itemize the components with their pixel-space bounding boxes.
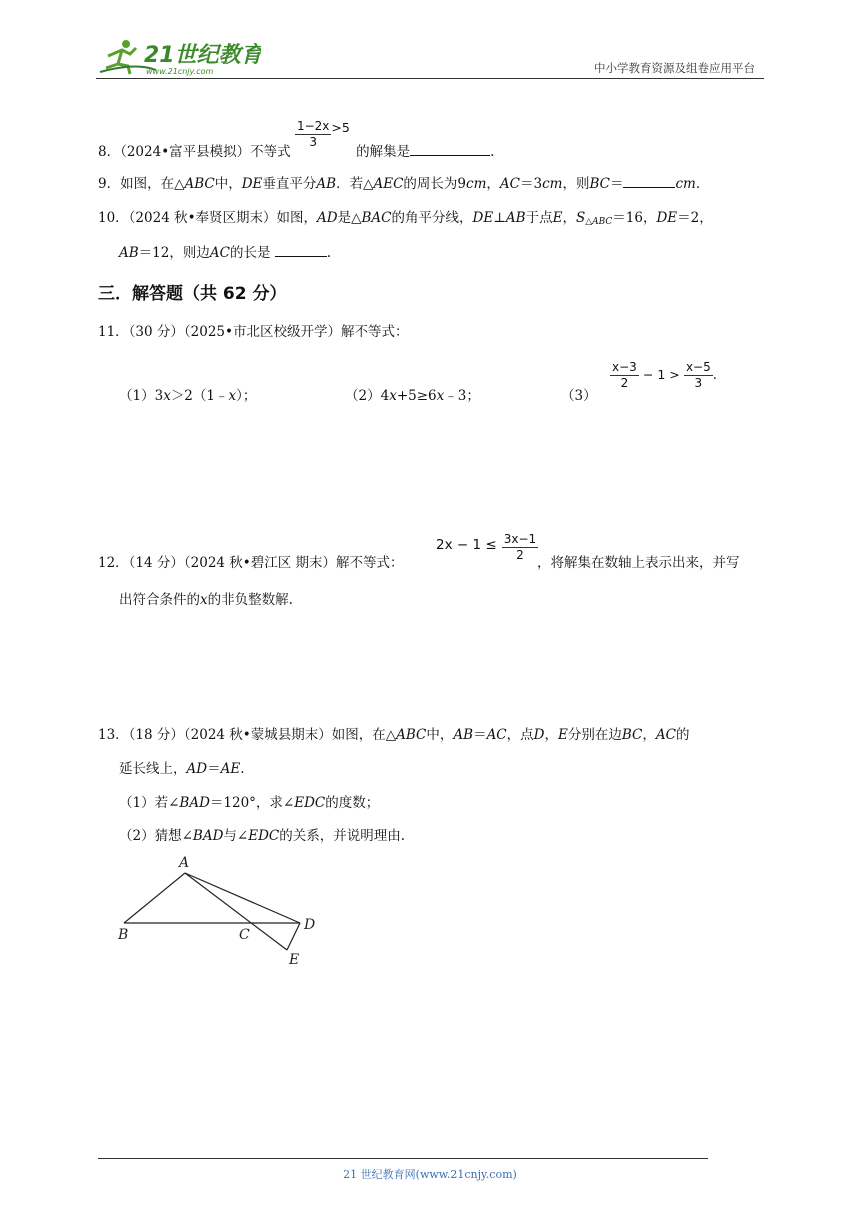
q10-answer-blank[interactable] <box>275 242 327 257</box>
label-b: B <box>118 927 129 943</box>
q9-answer-blank[interactable] <box>623 173 675 188</box>
label-e: E <box>289 952 300 967</box>
footer-divider <box>98 1158 708 1159</box>
q11-part3-expression: $\frac{x-3}{2}$ − 1 > $\frac{x-5}{3}$ . <box>612 360 717 390</box>
label-a: A <box>179 855 190 871</box>
q13-part2: （2）猜想∠BAD与∠EDC的关系，并说明理由. <box>119 828 406 844</box>
q8-relation: >5 <box>331 120 350 135</box>
q12-instructions: ，将解集在数轴上表示出来，并写 <box>537 555 740 571</box>
label-d: D <box>304 917 316 933</box>
q8-suffix: 的解集是 <box>356 144 411 160</box>
q11-fraction-2: $\frac{x-5}{3}$ <box>685 360 711 390</box>
q12-inequality: 2x − 1 ≤ $\frac{3x-1}{2}$ <box>436 532 537 562</box>
platform-tagline: 中小学教育资源及组卷应用平台 <box>594 61 755 75</box>
question-12-line1: 12．（14 分）（2024 秋•碧江区 期末）解不等式： <box>98 555 404 571</box>
segment-de <box>287 923 300 950</box>
q8-fraction: $\frac{1-2x}{3}$ <box>296 119 330 149</box>
q8-prefix: 8．（2024•富平县模拟）不等式 <box>98 144 291 160</box>
q13-part1: （1）若∠BAD＝120°，求∠EDC的度数； <box>119 795 380 811</box>
q11-part2: （2）4x+5≥6x﹣3； <box>345 388 480 404</box>
q11-part1: （1）3x＞2（1﹣x）； <box>119 388 257 404</box>
header-divider <box>96 78 764 79</box>
triangle-figure <box>112 852 322 967</box>
question-12-line2: 出符合条件的x的非负整数解. <box>119 592 293 608</box>
q11-fraction-1: $\frac{x-3}{2}$ <box>612 360 637 390</box>
section-title: 三．解答题（共 62 分） <box>98 284 287 304</box>
question-11-title: 11．（30 分）（2025•市北区校级开学）解不等式： <box>98 324 409 340</box>
q11-part3-label: （3） <box>561 388 597 404</box>
question-10-line2: AB＝12，则边AC的长是 . <box>119 242 331 263</box>
q12-fraction: $\frac{3x-1}{2}$ <box>503 532 537 562</box>
question-13-line1: 13．（18 分）（2024 秋•蒙城县期末）如图，在△ABC中，AB＝AC，点D，E分别在边BC，AC的 <box>98 727 690 743</box>
svg-text:www.21cnjy.com: www.21cnjy.com <box>146 67 214 76</box>
segment-ab <box>124 873 185 923</box>
question-9: 9．如图，在△ABC中，DE垂直平分AB．若△AEC的周长为9cm，AC＝3cm，则BC＝ cm. <box>98 173 700 194</box>
question-10-line1: 10．（2024 秋•奉贤区期末）如图，AD是△BAC的角平分线，DE⊥AB于点E，$S_{\triangle ABC}=16$，DE＝2， <box>98 210 713 227</box>
runner-logo-icon <box>96 36 261 78</box>
site-logo <box>96 36 261 78</box>
segment-ad <box>185 873 300 923</box>
label-c: C <box>239 927 250 943</box>
segment-ae <box>185 873 287 950</box>
question-8: 8．（2024•富平县模拟）不等式 $\frac{1-2x}{3}$ >5 的解集是 . <box>98 119 495 160</box>
svg-text:21世纪教育: 21世纪教育 <box>144 43 261 68</box>
footer-text: 21 世纪教育网(www.21cnjy.com) <box>343 1168 517 1181</box>
q8-answer-blank[interactable] <box>410 141 490 156</box>
question-13-line2: 延长线上，AD＝AE. <box>119 761 245 777</box>
